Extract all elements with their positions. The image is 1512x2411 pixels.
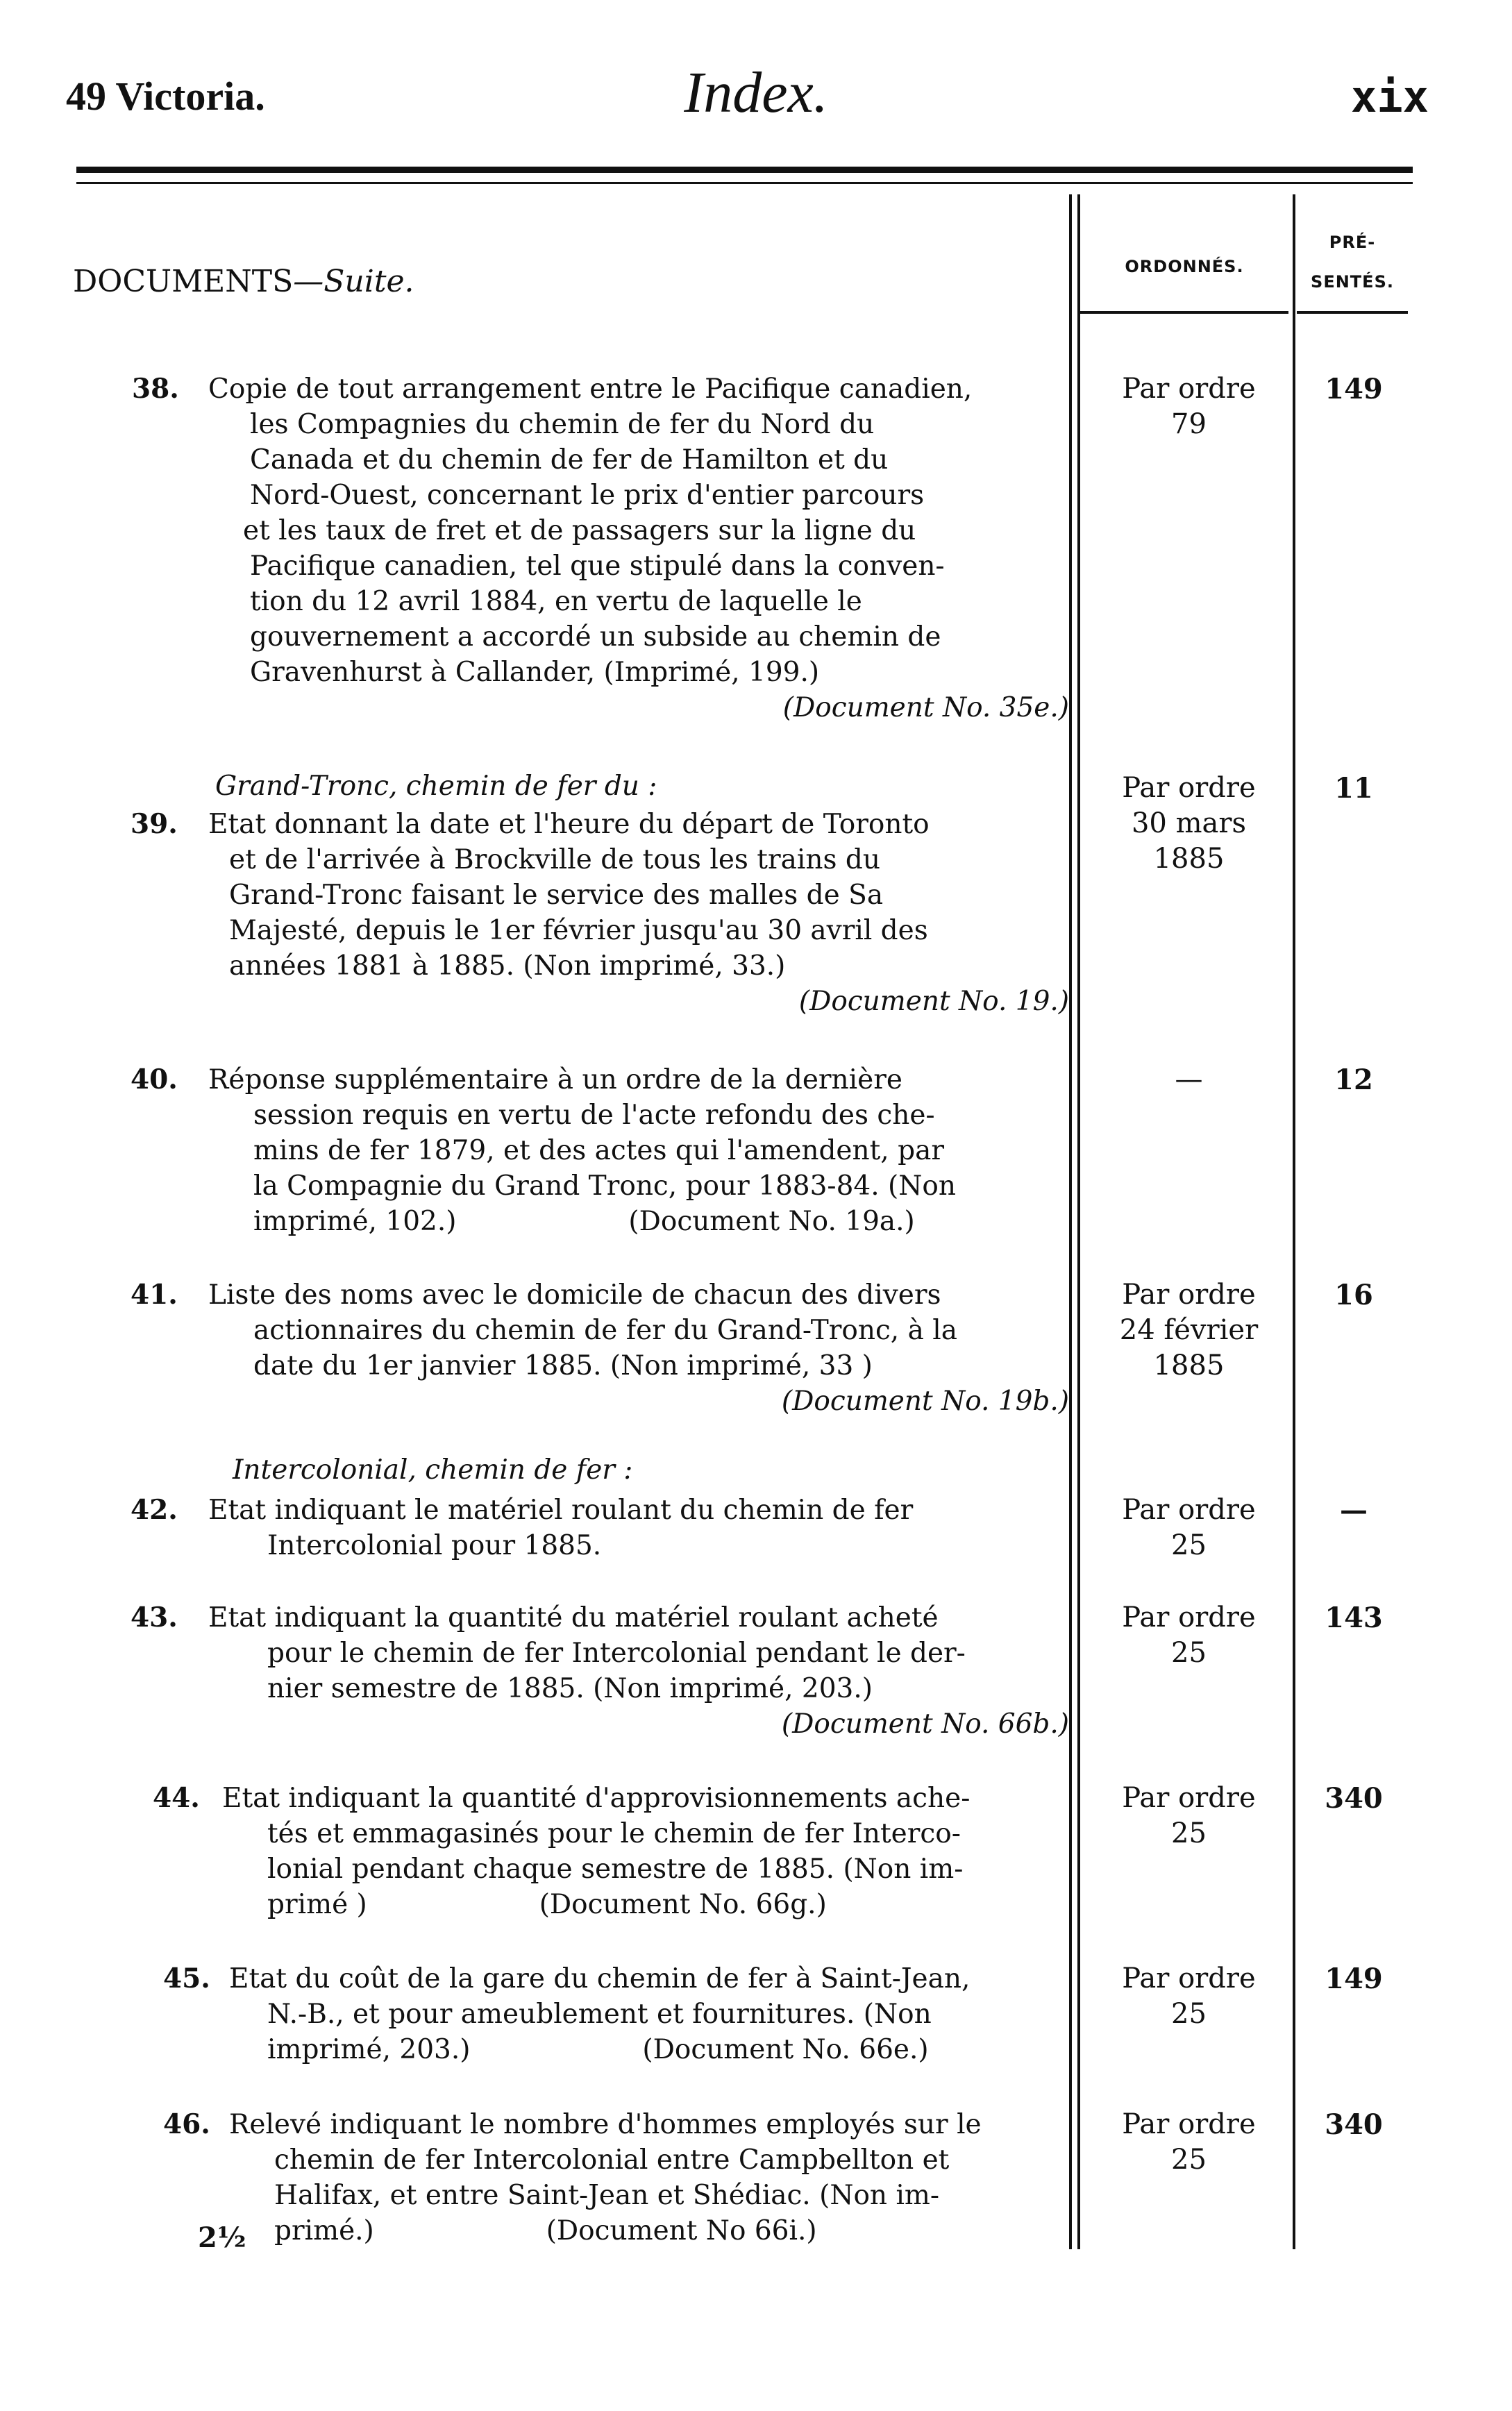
column-divider-2 xyxy=(1077,194,1080,2249)
column-header-presentes-1: PRÉ- xyxy=(1329,233,1376,252)
entry-line: Halifax, et entre Saint-Jean et Shédiac. (Non im- xyxy=(274,2180,940,2211)
entry-line: tés et emmagasinés pour le chemin de fer Interco- xyxy=(267,1818,961,1849)
entry-line: primé.) (Document No 66i.) xyxy=(274,2215,817,2246)
presentes-45: 149 xyxy=(1325,1963,1383,1995)
ordonnes-line: Par ordre xyxy=(1122,1494,1256,1526)
entry-number: 41. xyxy=(131,1279,178,1311)
entry-40 xyxy=(132,1062,1069,1239)
ordonnes-41 xyxy=(1080,1277,1298,1384)
ordonnes-line: 25 xyxy=(1171,1637,1207,1669)
entry-line: lonial pendant chaque semestre de 1885. (Non im- xyxy=(267,1854,964,1885)
ordonnes-line: Par ordre xyxy=(1122,1963,1256,1994)
column-divider-1 xyxy=(1069,194,1072,2249)
subheading-grand-tronc: Grand-Tronc, chemin de fer du : xyxy=(215,771,657,802)
entry-line: nier semestre de 1885. (Non imprimé, 203.) xyxy=(267,1673,873,1704)
ordonnes-46 xyxy=(1080,2107,1298,2178)
subheading-intercolonial: Intercolonial, chemin de fer : xyxy=(233,1454,633,1486)
ordonnes-38 xyxy=(1080,371,1298,442)
entry-line: imprimé, 203.) (Document No. 66e.) xyxy=(267,2034,929,2065)
header-rule-thick xyxy=(76,167,1413,173)
ordonnes-line: 24 février xyxy=(1119,1314,1259,1346)
entry-line: actionnaires du chemin de fer du Grand-Tronc, à la xyxy=(253,1315,957,1346)
column-header-presentes-2: SENTÉS. xyxy=(1311,272,1394,292)
entry-line: Relevé indiquant le nombre d'hommes employés sur le xyxy=(229,2109,982,2140)
column-header-rule-1 xyxy=(1080,311,1288,314)
ordonnes-line: 30 mars xyxy=(1131,807,1247,839)
ordonnes-line: 1885 xyxy=(1153,1350,1225,1381)
entry-line: les Compagnies du chemin de fer du Nord du xyxy=(250,409,875,440)
entry-number: 43. xyxy=(131,1602,178,1633)
entry-42 xyxy=(132,1493,1069,1563)
ordonnes-line: Par ordre xyxy=(1122,2108,1256,2140)
entry-line: gouvernement a accordé un subside au chemin de xyxy=(250,621,941,653)
ordonnes-43 xyxy=(1080,1600,1298,1671)
ordonnes-line: 25 xyxy=(1171,1998,1207,2030)
entry-line: Grand-Tronc faisant le service des malles de Sa xyxy=(229,880,884,911)
entry-number: 39. xyxy=(131,808,178,840)
header-title: Index. xyxy=(684,60,828,125)
entry-line: primé ) (Document No. 66g.) xyxy=(267,1889,827,1920)
running-header xyxy=(0,59,1512,135)
entry-line: Nord-Ouest, concernant le prix d'entier parcours xyxy=(250,480,925,511)
entry-line: et de l'arrivée à Brockville de tous les trains du xyxy=(229,844,880,875)
entry-number: 38. xyxy=(132,373,179,405)
document-reference: (Document No. 35e.) xyxy=(782,692,1069,723)
entry-line: chemin de fer Intercolonial entre Campbellton et xyxy=(274,2144,950,2176)
entry-line: session requis en vertu de l'acte refondu des che- xyxy=(253,1100,935,1131)
entry-line: Intercolonial pour 1885. xyxy=(267,1530,602,1561)
document-reference: (Document No. 66b.) xyxy=(781,1708,1069,1740)
ordonnes-line: 25 xyxy=(1171,2144,1207,2176)
ordonnes-line: Par ordre xyxy=(1122,1782,1256,1814)
column-header-rule-2 xyxy=(1297,311,1408,314)
entry-line: Pacifique canadien, tel que stipulé dans la conven- xyxy=(250,551,945,582)
signature-mark: 2½ xyxy=(198,2221,246,2254)
header-page-number: xix xyxy=(1351,72,1429,122)
entry-line: date du 1er janvier 1885. (Non imprimé, 33 ) xyxy=(253,1350,873,1381)
presentes-46: 340 xyxy=(1325,2108,1383,2141)
entry-line: Etat indiquant la quantité d'approvisionnements ache- xyxy=(222,1783,971,1814)
entry-46 xyxy=(132,2107,1069,2249)
presentes-39: 11 xyxy=(1334,772,1373,805)
entry-line: Majesté, depuis le 1er février jusqu'au 30 avril des xyxy=(229,915,928,946)
entry-45 xyxy=(132,1961,1069,2067)
column-divider-3 xyxy=(1293,194,1295,2249)
presentes-44: 340 xyxy=(1325,1782,1383,1815)
ordonnes-line: — xyxy=(1175,1064,1203,1095)
presentes-40: 12 xyxy=(1334,1064,1373,1096)
ordonnes-40 xyxy=(1080,1062,1298,1098)
entry-41 xyxy=(132,1277,1069,1419)
ordonnes-line: Par ordre xyxy=(1122,1279,1256,1311)
entry-line: Etat indiquant la quantité du matériel roulant acheté xyxy=(208,1602,939,1633)
header-session: 49 Victoria. xyxy=(66,74,265,119)
ordonnes-line: 1885 xyxy=(1153,843,1225,875)
ordonnes-39 xyxy=(1080,771,1298,877)
ordonnes-line: 25 xyxy=(1171,1817,1207,1849)
entry-line: pour le chemin de fer Intercolonial pendant le der- xyxy=(267,1638,966,1669)
entry-44 xyxy=(132,1781,1069,1922)
entry-line: N.-B., et pour ameublement et fournitures. (Non xyxy=(267,1999,932,2030)
section-title xyxy=(73,264,414,299)
entry-line: Canada et du chemin de fer de Hamilton et du xyxy=(250,444,889,476)
entry-line: Liste des noms avec le domicile de chacun des divers xyxy=(208,1279,941,1311)
ordonnes-45 xyxy=(1080,1961,1298,2032)
entry-line: Etat donnant la date et l'heure du départ de Toronto xyxy=(208,809,930,840)
ordonnes-line: 79 xyxy=(1171,408,1207,440)
entry-line: Gravenhurst à Callander, (Imprimé, 199.) xyxy=(250,657,820,688)
document-reference: (Document No. 19b.) xyxy=(781,1386,1069,1417)
column-header-ordonnes: ORDONNÉS. xyxy=(1125,257,1244,276)
entry-line: Réponse supplémentaire à un ordre de la dernière xyxy=(208,1064,902,1095)
presentes-41: 16 xyxy=(1334,1279,1373,1311)
entry-line: Etat du coût de la gare du chemin de fer à Saint-Jean, xyxy=(229,1963,971,1994)
entry-number: 45. xyxy=(163,1963,210,1994)
ordonnes-line: 25 xyxy=(1171,1529,1207,1561)
presentes-38: 149 xyxy=(1325,373,1383,405)
section-title-text: DOCUMENTS xyxy=(73,264,294,299)
entry-line: mins de fer 1879, et des actes qui l'amendent, par xyxy=(253,1135,944,1166)
document-reference: (Document No. 19.) xyxy=(798,986,1069,1017)
ordonnes-42 xyxy=(1080,1493,1298,1563)
presentes-42: — xyxy=(1340,1494,1368,1527)
entry-number: 44. xyxy=(153,1782,200,1814)
entry-number: 42. xyxy=(131,1494,178,1526)
entry-number: 40. xyxy=(131,1064,178,1095)
entry-line: tion du 12 avril 1884, en vertu de laquelle le xyxy=(250,586,862,617)
entry-line: et les taux de fret et de passagers sur la ligne du xyxy=(243,515,916,546)
ordonnes-line: Par ordre xyxy=(1122,772,1256,804)
ordonnes-line: Par ordre xyxy=(1122,1602,1256,1633)
presentes-43: 143 xyxy=(1325,1602,1383,1634)
entry-38 xyxy=(132,371,1069,725)
entry-39 xyxy=(132,807,1069,1019)
section-title-suffix: —Suite. xyxy=(293,264,414,299)
ordonnes-line: Par ordre xyxy=(1122,373,1256,405)
entry-line: la Compagnie du Grand Tronc, pour 1883-84. (Non xyxy=(253,1170,956,1202)
entry-line: années 1881 à 1885. (Non imprimé, 33.) xyxy=(229,950,786,982)
header-rule-thin xyxy=(76,182,1413,184)
ordonnes-44 xyxy=(1080,1781,1298,1851)
entry-line: imprimé, 102.) (Document No. 19a.) xyxy=(253,1206,915,1237)
entry-number: 46. xyxy=(163,2108,210,2140)
entry-43 xyxy=(132,1600,1069,1742)
entry-line: Etat indiquant le matériel roulant du chemin de fer xyxy=(208,1495,914,1526)
entry-line: Copie de tout arrangement entre le Pacifique canadien, xyxy=(208,373,973,405)
